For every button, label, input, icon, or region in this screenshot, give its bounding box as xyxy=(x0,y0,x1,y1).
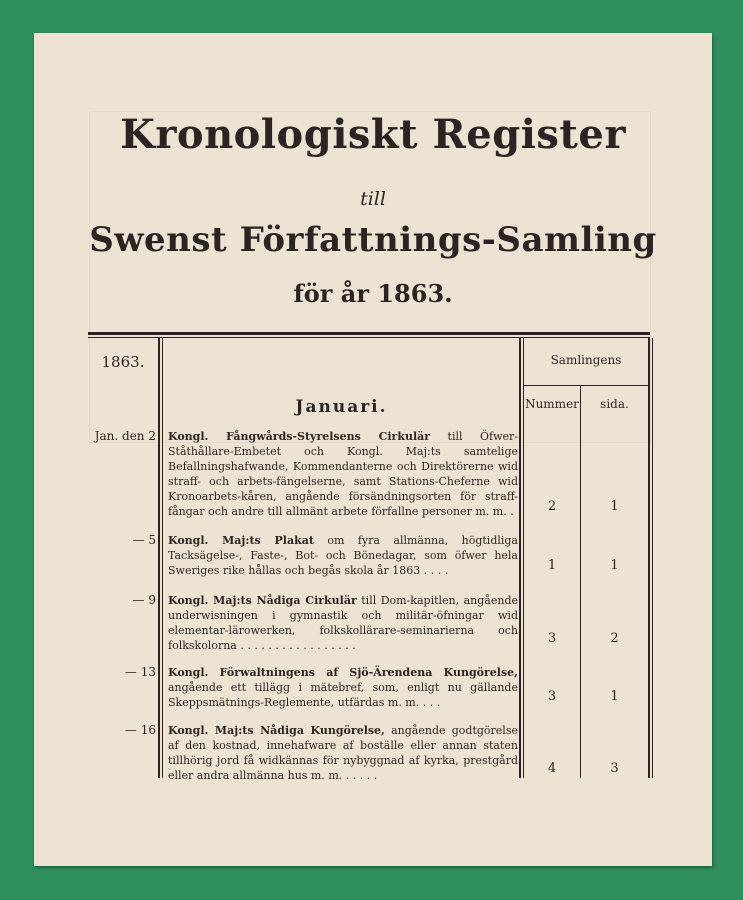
register-title: Kronologiskt Register xyxy=(120,111,626,158)
entry-nummer: 4 xyxy=(547,761,557,776)
samlingens-header: Samlingens xyxy=(550,353,622,367)
entry-text xyxy=(168,593,518,653)
publication-title: Swenst Författnings-Samling xyxy=(89,220,657,260)
entry-date: — 5 xyxy=(132,533,156,547)
sida-header: sida. xyxy=(600,397,629,411)
year-line: för år 1863. xyxy=(293,279,453,308)
table-top-rule-thin xyxy=(88,337,650,338)
entry-date: — 16 xyxy=(124,723,156,737)
entry-nummer: 2 xyxy=(547,499,557,514)
bleed-through-shadow xyxy=(89,111,651,443)
nummer-header: Nummer xyxy=(525,397,579,411)
entry-sida: 2 xyxy=(610,631,619,646)
column-divider xyxy=(648,338,650,778)
column-divider xyxy=(652,338,653,778)
entry-lead: Kongl. Maj:ts Nådiga Kungörelse, xyxy=(168,724,385,737)
table-top-rule xyxy=(88,332,650,335)
entry-text xyxy=(168,429,518,519)
entry-body: till Dom-kapitlen, angående underwisningen i gymnastik och militär-öfningar wid elementar-lärowerken, folkskollärare-seminarierna och folkskolorna . . . . . . . . . . . . . . . . . xyxy=(168,594,518,652)
entry-body: till Öfwer-Ståthållare-Embetet och Kongl. Maj:ts samtelige Befallningshafwande, Kommendanterne och Direktörerne wid straff- och arbets-fängelserne, samt Stations-Cheferne wid Kronoarbets-kåren, angående försändningsorten för straff-fångar och andre till allmänt arbete förfallne personer m. m. . xyxy=(168,430,518,518)
month-heading: Januari. xyxy=(295,397,388,417)
entry-text xyxy=(168,533,518,578)
column-divider xyxy=(158,338,160,778)
title-till: till xyxy=(360,188,386,210)
column-divider xyxy=(162,338,163,778)
entry-sida: 1 xyxy=(610,558,619,573)
entry-nummer: 1 xyxy=(547,558,557,573)
entry-body: angående ett tillägg i mätebref, som, enligt nu gällande Skeppsmätnings-Reglemente, utfärdas m. m. . . . xyxy=(168,681,518,709)
entry-text xyxy=(168,665,518,710)
column-divider xyxy=(580,385,581,778)
entry-lead: Kongl. Fångwårds-Styrelsens Cirkulär xyxy=(168,430,431,443)
entry-body: om fyra allmänna, högtidliga Tacksägelse-, Faste-, Bot- och Bönedagar, som öfwer hela Sweriges rike hållas och begås skola år 1863 . . . . xyxy=(168,534,518,577)
entry-nummer: 3 xyxy=(547,631,557,646)
entry-lead: Kongl. Maj:ts Nådiga Cirkulär xyxy=(168,594,357,607)
subheader-rule xyxy=(524,385,648,386)
entry-sida: 1 xyxy=(610,689,619,704)
entry-sida: 3 xyxy=(610,761,619,776)
entry-text xyxy=(168,723,518,783)
document-page xyxy=(34,33,712,866)
column-divider xyxy=(519,338,521,778)
entry-nummer: 3 xyxy=(547,689,557,704)
entry-date: Jan. den 2 xyxy=(94,429,156,443)
entry-date: — 9 xyxy=(132,593,156,607)
entry-date: — 13 xyxy=(124,665,156,679)
entry-lead: Kongl. Förwaltningens af Sjö-Ärendena Kungörelse, xyxy=(168,666,518,679)
entry-sida: 1 xyxy=(610,499,619,514)
entry-lead: Kongl. Maj:ts Plakat xyxy=(168,534,314,547)
year-column-header: 1863. xyxy=(101,353,145,371)
entry-body: angående godtgörelse af den kostnad, innehafware af boställe eller annan staten tillhörig jord få widkännas för nybyggnad af kyrka, prestgård eller andra allmänna hus m. m. . . . . . xyxy=(168,724,518,782)
